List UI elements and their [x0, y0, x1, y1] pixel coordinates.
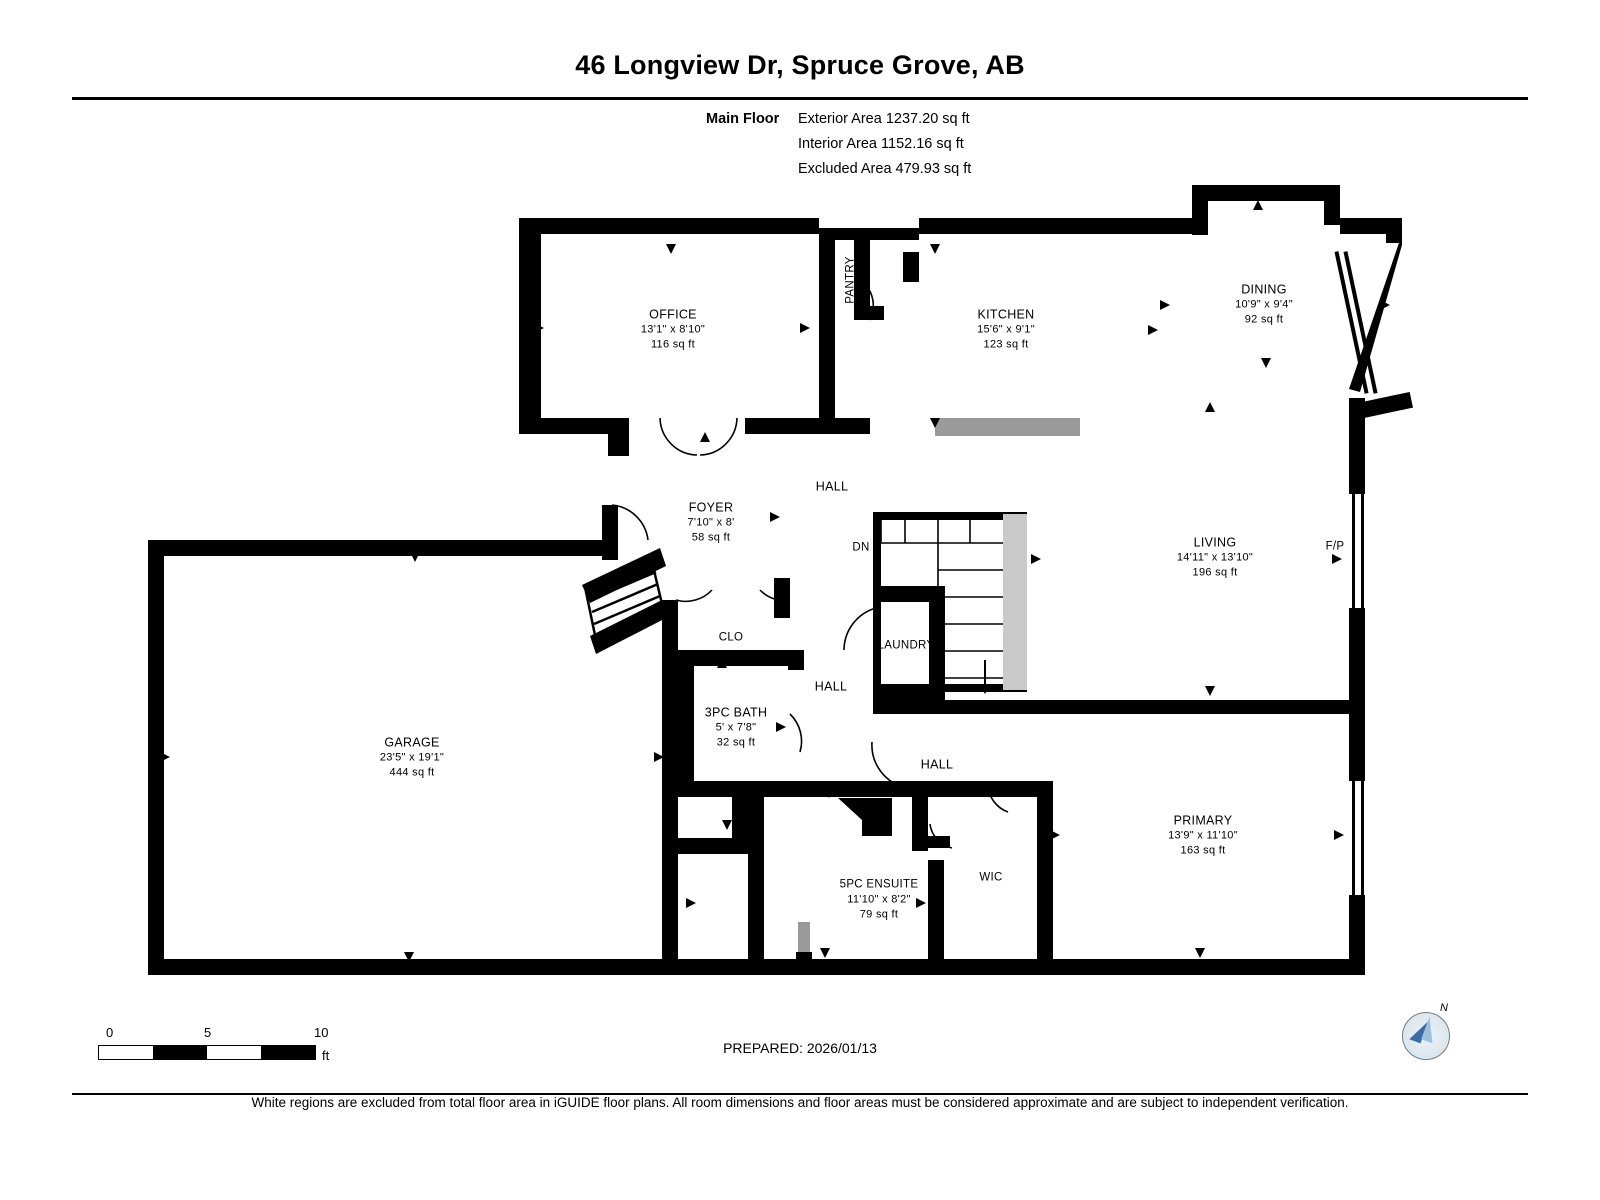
page-title: 46 Longview Dr, Spruce Grove, AB: [575, 50, 1025, 80]
room-label-hall-upper: HALL: [815, 479, 849, 494]
room-label-3pc-bath: 3PC BATH 5' x 7'8" 32 sq ft: [704, 705, 768, 749]
scale-tick-5: 5: [204, 1025, 212, 1040]
room-label-foyer: FOYER 7'10" x 8' 58 sq ft: [687, 500, 735, 544]
interior-area: Interior Area 1152.16 sq ft: [798, 136, 964, 152]
room-label-5pc-ensuite: 5PC ENSUITE 11'10" x 8'2" 79 sq ft: [839, 878, 919, 921]
compass-north-label: N: [1440, 1002, 1448, 1014]
room-label-hall-mid: HALL: [814, 679, 848, 694]
room-label-closet: CLO: [718, 631, 744, 644]
scale-unit: ft: [322, 1048, 330, 1063]
room-label-dn: DN: [852, 541, 870, 554]
room-label-hall-lower: HALL: [920, 757, 954, 772]
floor-label: Main Floor: [706, 111, 780, 127]
room-label-living: LIVING 14'11" x 13'10" 196 sq ft: [1176, 535, 1254, 579]
room-label-office: OFFICE 13'1" x 8'10" 116 sq ft: [640, 307, 706, 351]
excluded-area: Excluded Area 479.93 sq ft: [798, 161, 972, 177]
prepared-date: PREPARED: 2026/01/13: [723, 1040, 877, 1056]
disclaimer-text: White regions are excluded from total floor area in iGUIDE floor plans. All room dimensions and floor areas must be considered approximate and are subject to independent verification.: [251, 1095, 1349, 1110]
scale-tick-10: 10: [314, 1025, 329, 1040]
room-label-wic: WIC: [979, 871, 1003, 884]
scale-tick-0: 0: [106, 1025, 114, 1040]
room-label-primary: PRIMARY 13'9" x 11'10" 163 sq ft: [1168, 813, 1238, 857]
room-label-fireplace: F/P: [1325, 540, 1345, 553]
room-label-garage: GARAGE 23'5" x 19'1" 444 sq ft: [379, 735, 445, 779]
exterior-area: Exterior Area 1237.20 sq ft: [798, 111, 970, 127]
room-label-kitchen: KITCHEN 15'6" x 9'1" 123 sq ft: [977, 307, 1035, 351]
room-label-pantry: PANTRY: [844, 256, 857, 304]
room-label-laundry: LAUNDRY: [877, 639, 935, 652]
room-label-dining: DINING 10'9" x 9'4" 92 sq ft: [1235, 282, 1293, 326]
